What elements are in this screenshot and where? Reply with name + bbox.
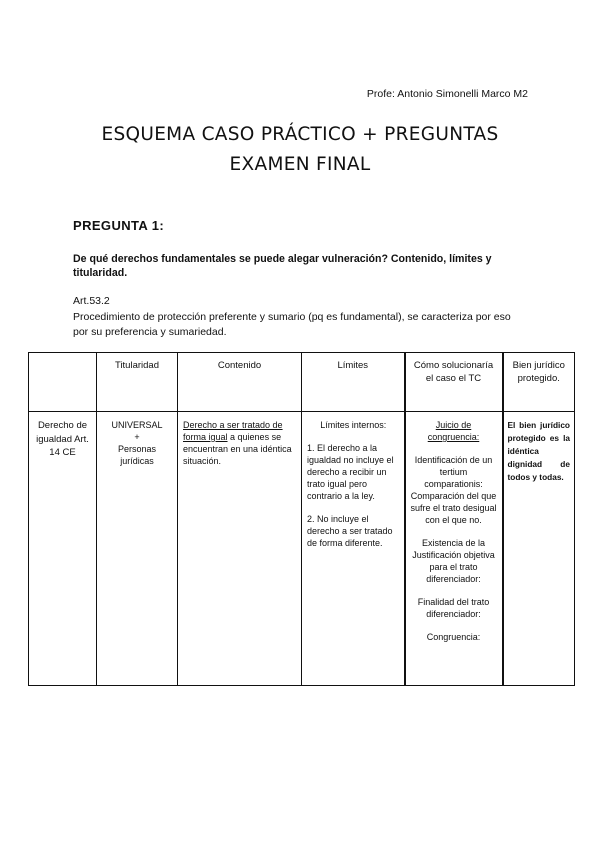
header-contenido: Contenido (178, 353, 302, 412)
header-cell-empty (29, 353, 97, 412)
cell-contenido (178, 412, 302, 686)
procedure-text: Procedimiento de protección preferente y sumario (pq es fundamental), se caracteriza por eso por su preferencia y sumariedad. (73, 311, 511, 338)
question-text: De qué derechos fundamentales se puede alegar vulneración? Contenido, límites y titularidad. (73, 253, 492, 279)
limites-item-2: 2. No incluye el derecho a ser tratado de forma diferente. (307, 514, 393, 548)
header-bien-juridico: Bien jurídico protegido. (503, 353, 575, 412)
limites-item-1: 1. El derecho a la igualdad no incluye el derecho a recibir un trato igual pero contrario a la ley. (307, 443, 394, 501)
tc-paragraph-3: Finalidad del trato diferenciador: (417, 597, 490, 619)
question-heading: PREGUNTA 1: (73, 218, 165, 233)
title-line-1: ESQUEMA CASO PRÁCTICO + PREGUNTAS (101, 124, 499, 145)
table-row (29, 412, 575, 686)
titularidad-line-1: UNIVERSAL (111, 420, 163, 430)
cell-limites (302, 412, 405, 686)
header-limites: Límites (302, 353, 405, 412)
contenido-rest: a quienes se encuentran en una idéntica situación. (183, 432, 292, 466)
cell-right-name: Derecho de igualdad Art. 14 CE (29, 412, 97, 686)
rights-table (28, 352, 575, 686)
tc-heading: Juicio de congruencia: (427, 420, 480, 442)
article-reference: Art.53.2 (73, 295, 110, 307)
cell-bien-juridico: El bien jurídico protegido es la idéntica dignidad de todos y todas. (503, 412, 575, 686)
tc-paragraph-2: Existencia de la Justificación objetiva para el trato diferenciador: (412, 538, 495, 584)
tc-paragraph-1: Identificación de un tertium comparationis: Comparación del que sufre el trato desigual con el que no. (410, 455, 497, 525)
contenido-underlined: Derecho a ser tratado de forma igual (183, 420, 283, 442)
header-titularidad: Titularidad (97, 353, 178, 412)
cell-solucion-tc (405, 412, 503, 686)
tc-paragraph-4: Congruencia: (426, 632, 481, 642)
document-title (0, 120, 600, 180)
title-line-2: EXAMEN FINAL (229, 154, 371, 175)
author-line: Profe: Antonio Simonelli Marco M2 (366, 88, 528, 100)
limites-intro: Límites internos: (320, 420, 387, 430)
cell-titularidad (97, 412, 178, 686)
table-header-row (29, 353, 575, 412)
titularidad-line-3: Personas jurídicas (117, 444, 157, 466)
header-como-solucionaria: Cómo solucionaría el caso el TC (405, 353, 503, 412)
titularidad-line-2: + (134, 432, 140, 442)
